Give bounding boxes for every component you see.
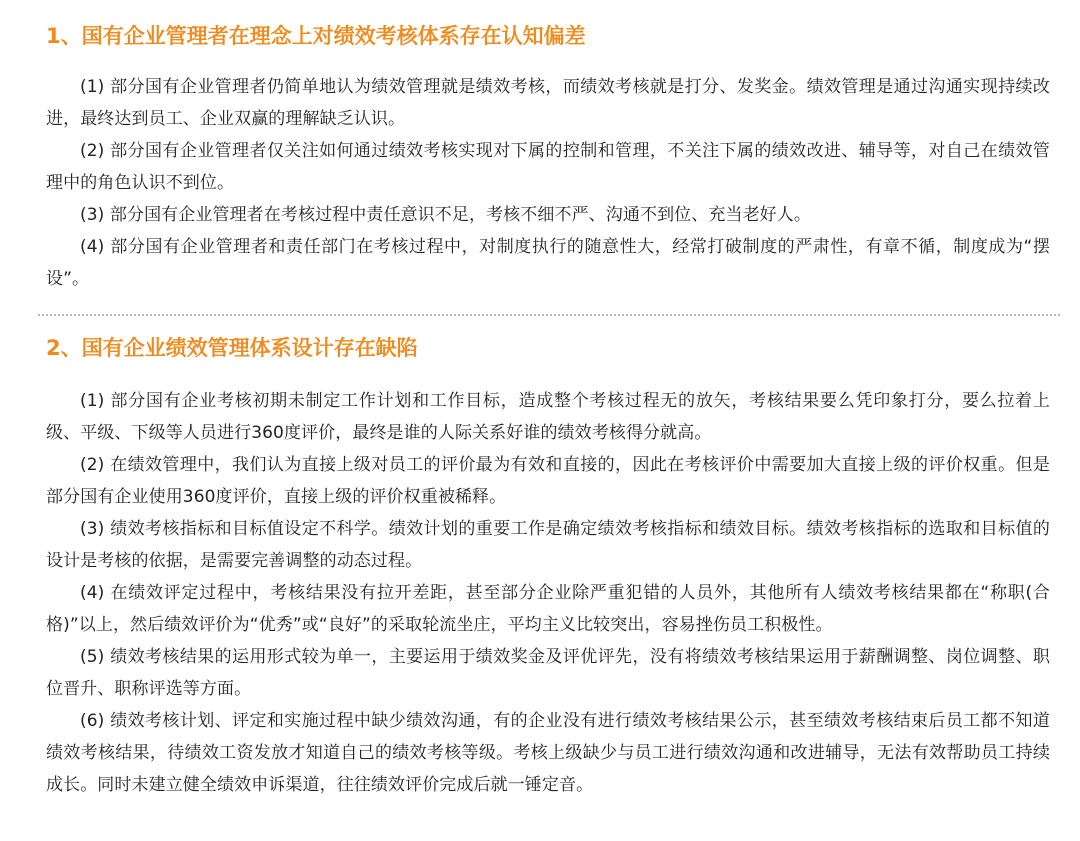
section-2-body	[46, 385, 1050, 801]
section-2-paragraph-3: (3) 绩效考核指标和目标值设定不科学。绩效计划的重要工作是确定绩效考核指标和绩效目标。绩效考核指标的选取和目标值的设计是考核的依据，是需要完善调整的动态过程。	[46, 519, 1050, 571]
section-2-paragraph-6: (6) 绩效考核计划、评定和实施过程中缺少绩效沟通，有的企业没有进行绩效考核结果公示，甚至绩效考核结束后员工都不知道绩效考核结果，待绩效工资发放才知道自己的绩效考核等级。考核上级缺少与员工进行绩效沟通和改进辅导，无法有效帮助员工持续成长。同时未建立健全绩效申诉渠道，往往绩效评价完成后就一锤定音。	[46, 711, 1050, 795]
section-1-title: 1、国有企业管理者在理念上对绩效考核体系存在认知偏差	[46, 24, 586, 48]
section-1-paragraph-4: (4) 部分国有企业管理者和责任部门在考核过程中，对制度执行的随意性大，经常打破制度的严肃性，有章不循，制度成为“摆设”。	[46, 237, 1050, 289]
section-2-paragraph-4: (4) 在绩效评定过程中，考核结果没有拉开差距，甚至部分企业除严重犯错的人员外，其他所有人绩效考核结果都在“称职(合格)”以上，然后绩效评价为“优秀”或“良好”的采取轮流坐庄，平均主义比较突出，容易挫伤员工积极性。	[46, 583, 1050, 635]
section-1-body	[46, 71, 1050, 295]
section-1-paragraph-1: (1) 部分国有企业管理者仍简单地认为绩效管理就是绩效考核，而绩效考核就是打分、发奖金。绩效管理是通过沟通实现持续改进，最终达到员工、企业双赢的理解缺乏认识。	[46, 77, 1050, 129]
section-2-paragraph-2: (2) 在绩效管理中，我们认为直接上级对员工的评价最为有效和直接的，因此在考核评价中需要加大直接上级的评价权重。但是部分国有企业使用360度评价，直接上级的评价权重被稀释。	[46, 455, 1050, 507]
section-2-title: 2、国有企业绩效管理体系设计存在缺陷	[46, 336, 418, 360]
section-1-paragraph-3: (3) 部分国有企业管理者在考核过程中责任意识不足，考核不细不严、沟通不到位、充当老好人。	[80, 205, 811, 225]
section-1-paragraph-2: (2) 部分国有企业管理者仅关注如何通过绩效考核实现对下属的控制和管理，不关注下属的绩效改进、辅导等，对自己在绩效管理中的角色认识不到位。	[46, 141, 1050, 193]
section-2-paragraph-1: (1) 部分国有企业考核初期未制定工作计划和工作目标，造成整个考核过程无的放矢，考核结果要么凭印象打分，要么拉着上级、平级、下级等人员进行360度评价，最终是谁的人际关系好谁的绩效考核得分就高。	[46, 391, 1050, 443]
section-2-paragraph-5: (5) 绩效考核结果的运用形式较为单一，主要运用于绩效奖金及评优评先，没有将绩效考核结果运用于薪酬调整、岗位调整、职位晋升、职称评选等方面。	[46, 647, 1050, 699]
section-divider	[38, 314, 1060, 316]
